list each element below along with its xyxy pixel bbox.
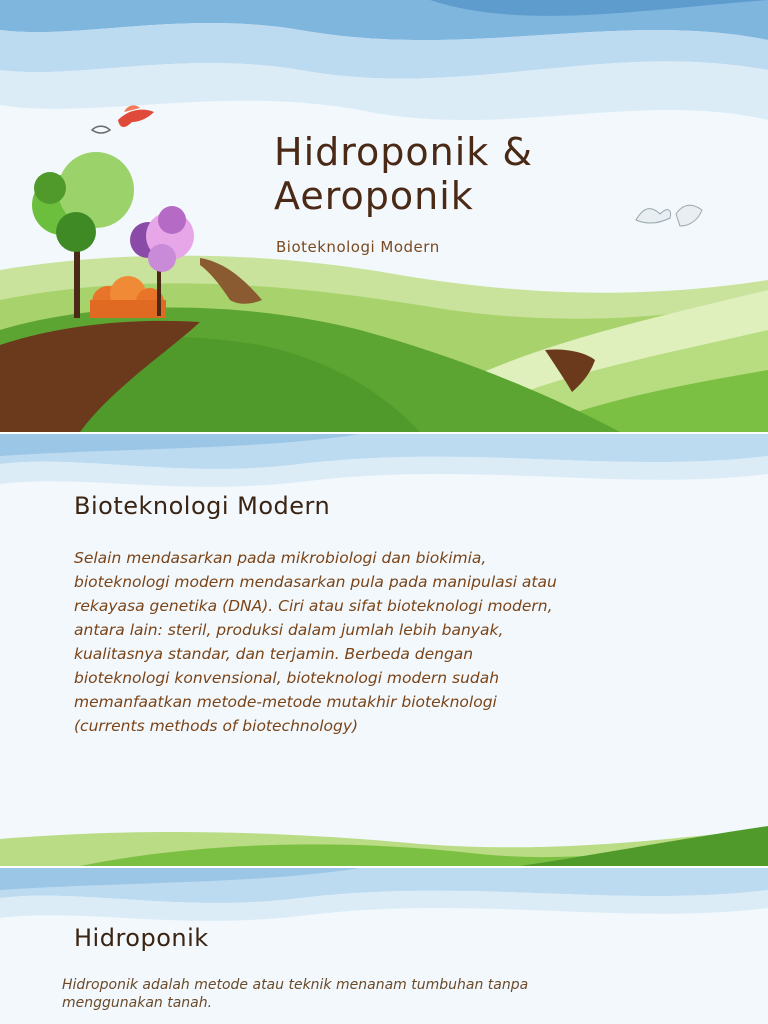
- body-line: rekayasa genetika (DNA). Ciri atau sifat bioteknologi modern,: [74, 597, 553, 615]
- body-line: (currents methods of biotechnology): [74, 717, 359, 735]
- body-line: Selain mendasarkan pada mikrobiologi dan biokimia,: [74, 549, 487, 567]
- slide-title-heading: [274, 130, 734, 218]
- slide-body: [74, 546, 714, 738]
- title-line-1: Hidroponik &: [274, 130, 534, 174]
- body-line: menggunakan tanah.: [62, 995, 213, 1011]
- slide-hidroponik: [0, 868, 768, 1024]
- body-line: memanfaatkan metode-metode mutakhir bioteknologi: [74, 693, 497, 711]
- body-line: bioteknologi konvensional, bioteknologi modern sudah: [74, 669, 500, 687]
- body-line: Hidroponik adalah metode atau teknik menanam tumbuhan tanpa: [62, 977, 529, 993]
- slide-heading: Bioteknologi Modern: [74, 492, 331, 520]
- slide-body: [62, 976, 702, 1012]
- body-line: bioteknologi modern mendasarkan pula pada manipulasi atau: [74, 573, 557, 591]
- body-line: antara lain: steril, produksi dalam jumlah lebih banyak,: [74, 621, 504, 639]
- slide-title: [0, 0, 768, 432]
- title-line-2: Aeroponik: [274, 174, 474, 218]
- slide-heading: Hidroponik: [74, 924, 209, 952]
- slide-bioteknologi: [0, 434, 768, 866]
- slide-subtitle: Bioteknologi Modern: [276, 238, 440, 256]
- body-line: kualitasnya standar, dan terjamin. Berbeda dengan: [74, 645, 474, 663]
